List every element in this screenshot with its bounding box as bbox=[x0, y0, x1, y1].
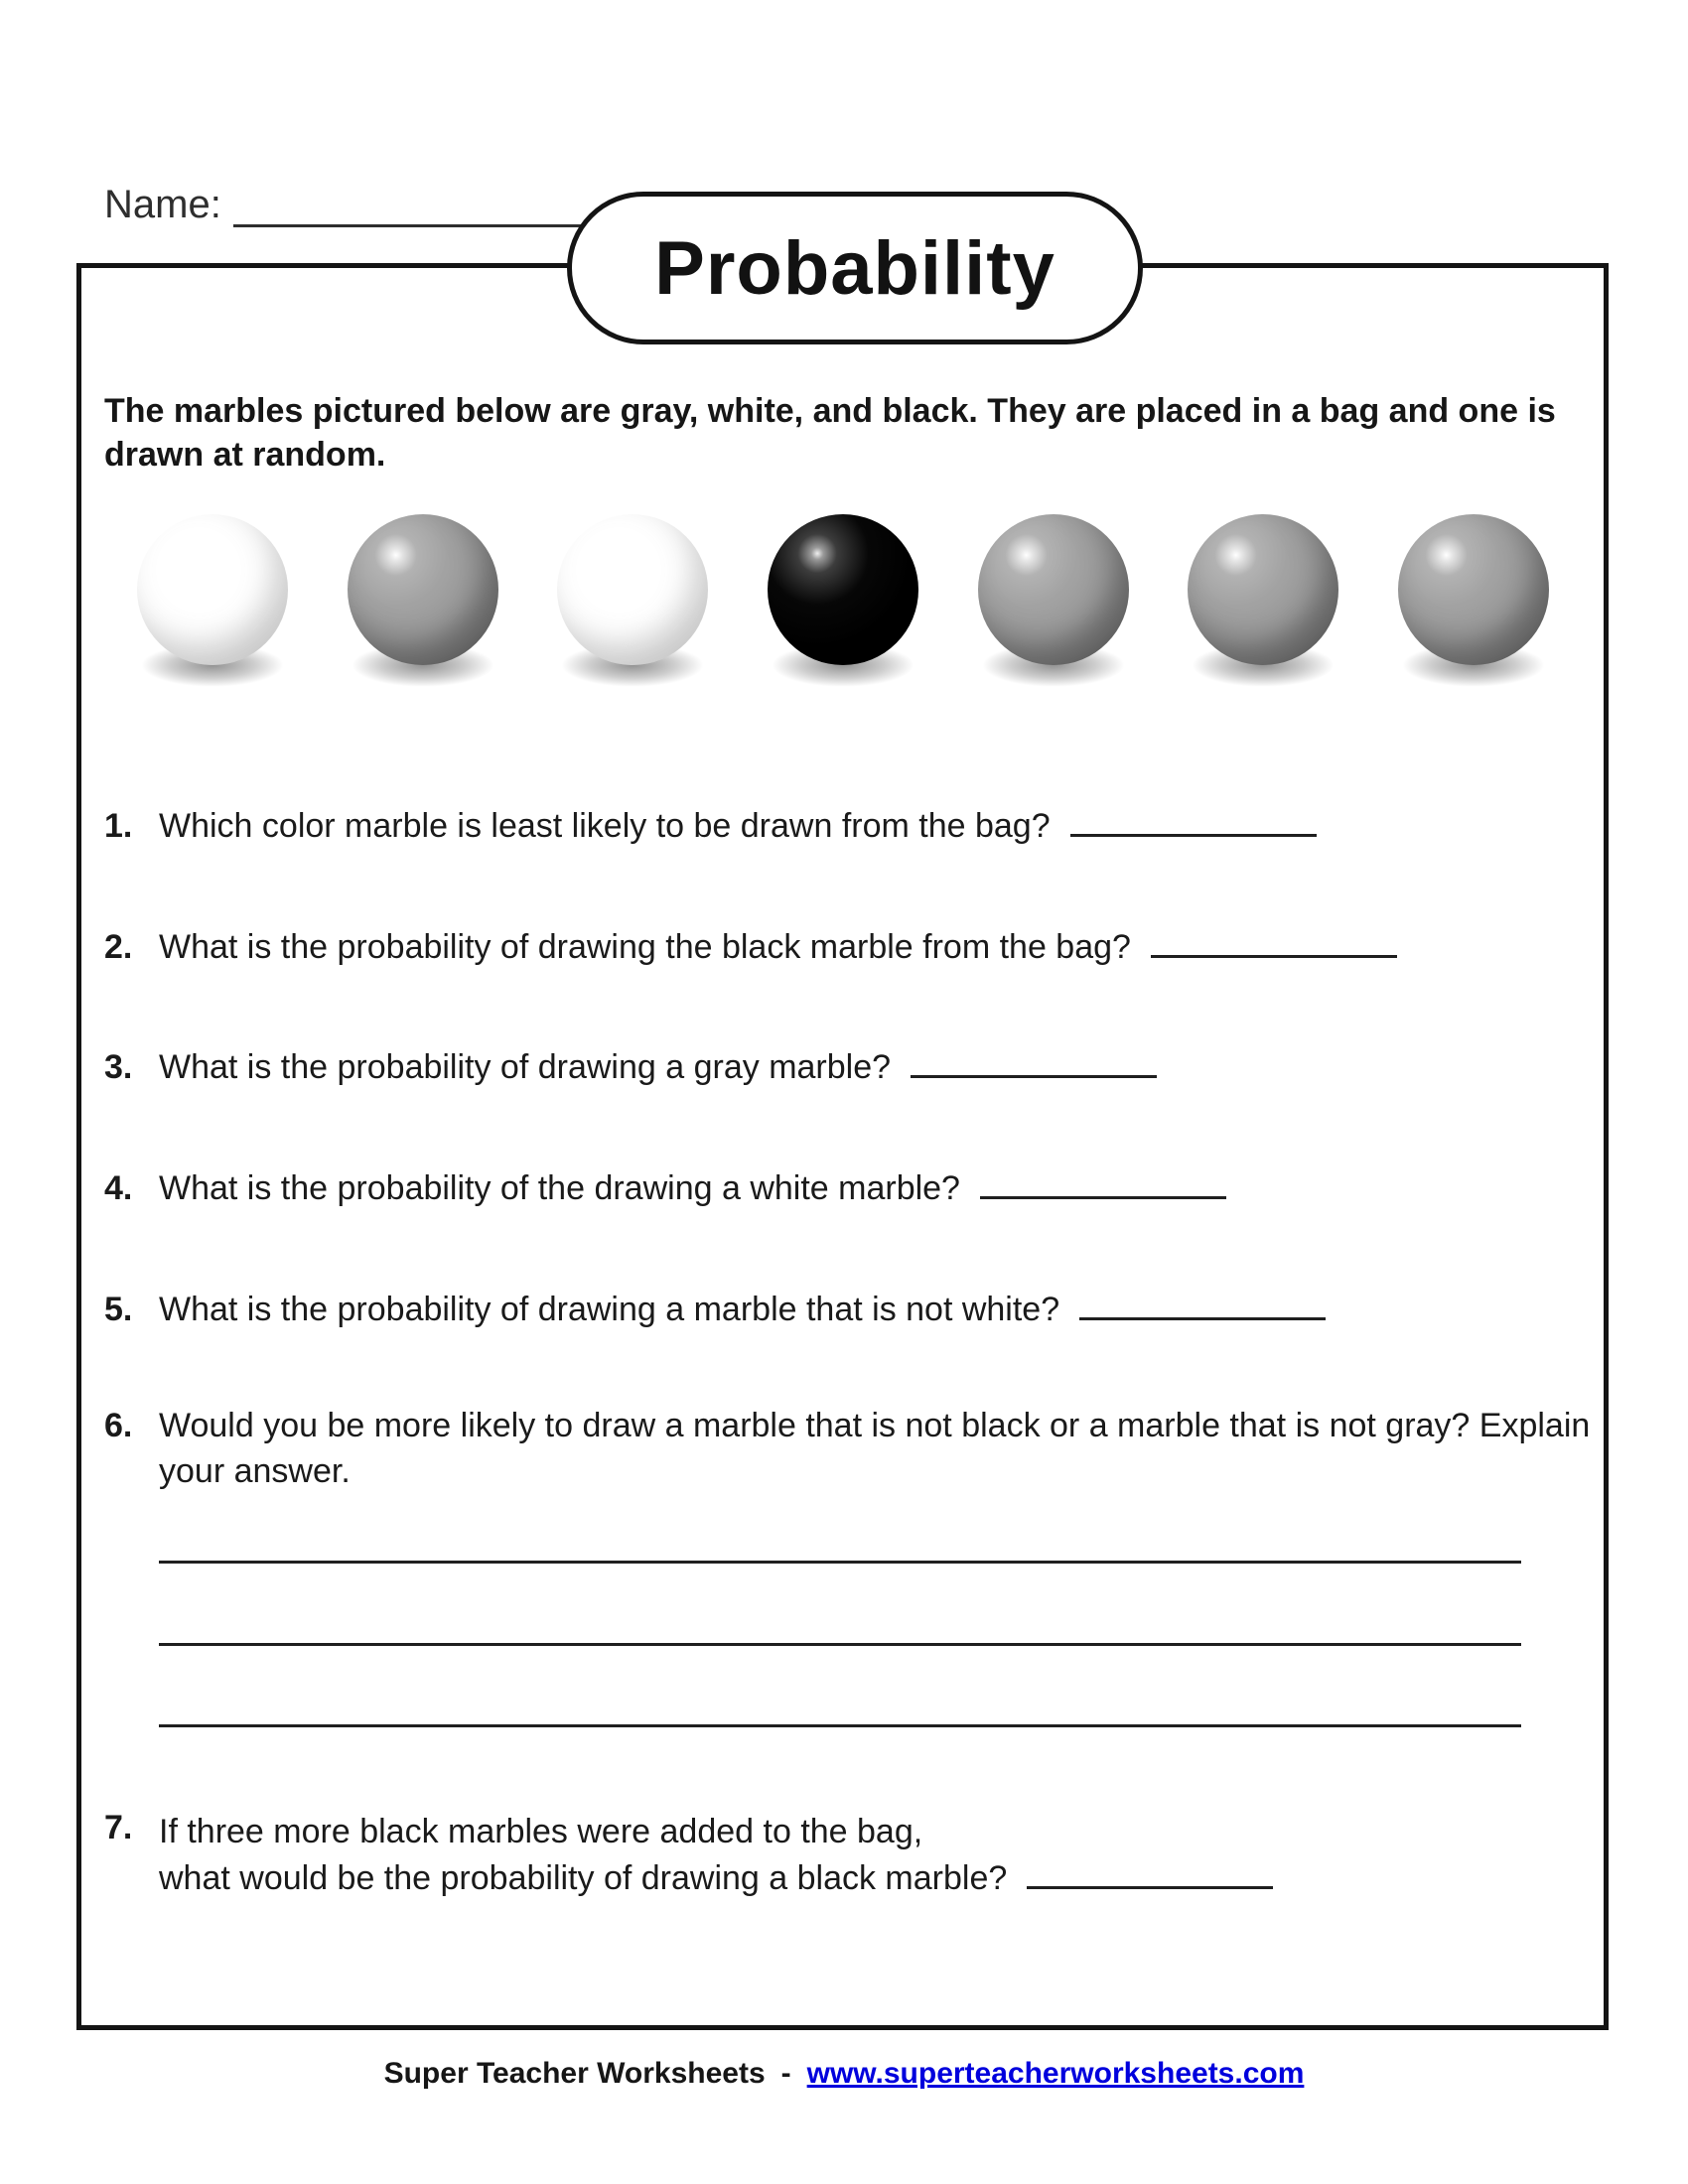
answer-line-1 bbox=[159, 1561, 1521, 1564]
footer-separator: - bbox=[780, 2057, 791, 2090]
question-text: What is the probability of drawing a gray marble? bbox=[159, 1048, 892, 1086]
question-row-7 bbox=[104, 1809, 1273, 1902]
instructions-text: The marbles pictured below are gray, white, and black. They are placed in a bag and one is drawn at random. bbox=[104, 392, 1556, 475]
question-text: What is the probability of drawing the black marble from the bag? bbox=[159, 928, 1131, 966]
question-number: 1. bbox=[104, 807, 133, 845]
question-text: Which color marble is least likely to be drawn from the bag? bbox=[159, 807, 1051, 845]
answer-blank-4 bbox=[980, 1166, 1226, 1199]
marble-7 bbox=[1398, 514, 1549, 665]
footer-brand: Super Teacher Worksheets bbox=[383, 2057, 766, 2090]
question-row-3 bbox=[104, 1045, 1157, 1087]
marble-5 bbox=[978, 514, 1129, 665]
question-number: 6. bbox=[104, 1407, 133, 1444]
question-text-line2 bbox=[159, 1855, 1273, 1902]
marble-3 bbox=[557, 514, 708, 665]
answer-blank-2 bbox=[1151, 925, 1397, 958]
marble-2 bbox=[348, 514, 498, 665]
answer-line-3 bbox=[159, 1724, 1521, 1727]
footer bbox=[0, 2057, 1688, 2091]
question-number: 7. bbox=[104, 1809, 133, 1846]
title-pill bbox=[567, 192, 1143, 344]
question-number: 3. bbox=[104, 1048, 133, 1086]
footer-link[interactable]: www.superteacherworksheets.com bbox=[806, 2057, 1305, 2090]
marble-6 bbox=[1188, 514, 1338, 665]
marble-1 bbox=[137, 514, 288, 665]
question-text: What is the probability of the drawing a white marble? bbox=[159, 1169, 960, 1207]
marble-ball bbox=[978, 514, 1129, 665]
question-number: 4. bbox=[104, 1169, 133, 1207]
marble-ball bbox=[1398, 514, 1549, 665]
question-text: What is the probability of drawing a marble that is not white? bbox=[159, 1291, 1060, 1328]
answer-blank-5 bbox=[1079, 1288, 1326, 1320]
question-text-line1: If three more black marbles were added to the bag, bbox=[159, 1813, 923, 1850]
answer-blank-7 bbox=[1027, 1856, 1273, 1889]
marble-row bbox=[137, 514, 1549, 703]
question-row-6 bbox=[104, 1404, 1628, 1494]
name-label: Name: bbox=[104, 183, 221, 226]
marble-4 bbox=[768, 514, 918, 665]
question-row-1 bbox=[104, 804, 1317, 846]
answer-line-2 bbox=[159, 1643, 1521, 1646]
question-text: Would you be more likely to draw a marble that is not black or a marble that is not gray? Explain your answer. bbox=[159, 1407, 1591, 1490]
marble-ball bbox=[557, 514, 708, 665]
answer-blank-3 bbox=[911, 1045, 1157, 1078]
answer-blank-1 bbox=[1070, 804, 1317, 837]
question-row-5 bbox=[104, 1288, 1326, 1329]
question-number: 5. bbox=[104, 1291, 133, 1328]
question-row-2 bbox=[104, 925, 1397, 967]
page-title: Probability bbox=[654, 225, 1055, 311]
question-row-4 bbox=[104, 1166, 1226, 1208]
marble-ball bbox=[348, 514, 498, 665]
question-text bbox=[159, 1809, 1273, 1902]
question-number: 2. bbox=[104, 928, 133, 966]
marble-ball bbox=[1188, 514, 1338, 665]
marble-ball bbox=[768, 514, 918, 665]
marble-ball bbox=[137, 514, 288, 665]
question-text-line2-text: what would be the probability of drawing a black marble? bbox=[159, 1858, 1008, 1897]
